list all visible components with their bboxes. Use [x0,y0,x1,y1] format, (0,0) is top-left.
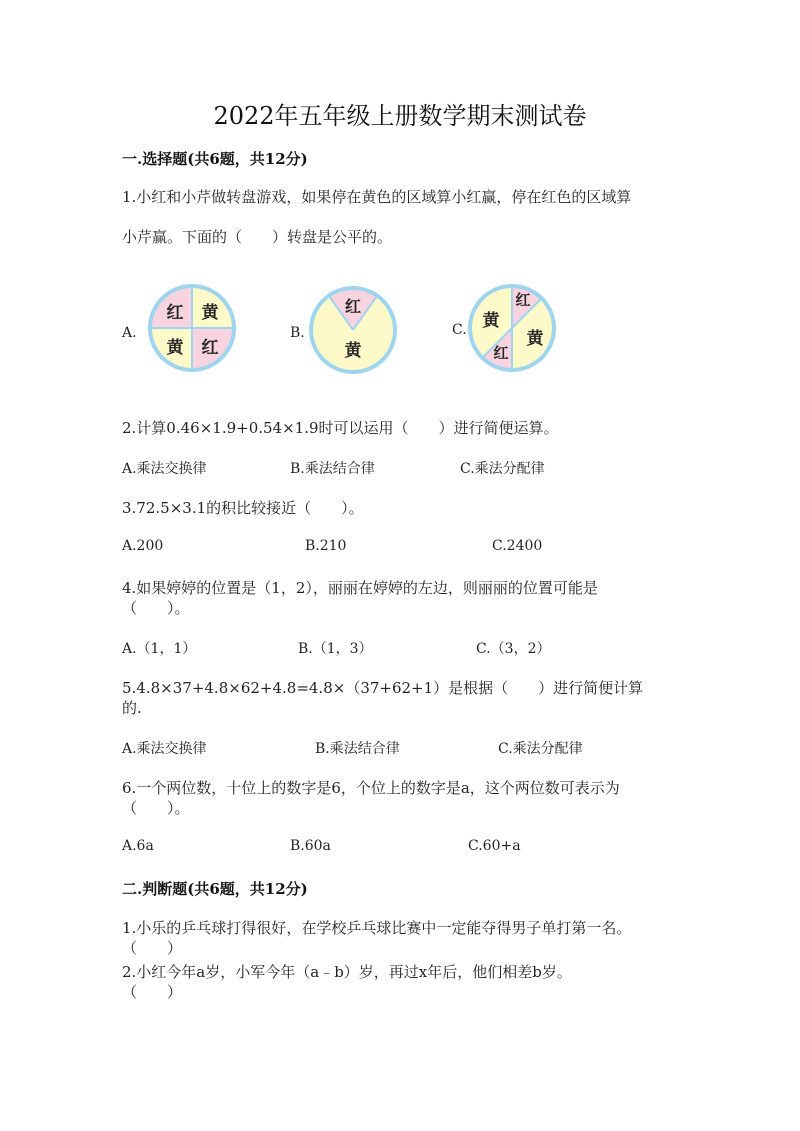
spinner-b-region-label: 红 [344,297,362,316]
question-4-option-c: C.（3，2） [476,641,551,657]
question-5-line-1: 5.4.8×37+4.8×62+4.8=4.8×（37+62+1）是根据（ ）进行简便计算 [122,679,644,697]
question-3: 3.72.5×3.1的积比较接近（ ）。 [122,499,364,517]
spinner-a-region-label: 红 [166,303,184,323]
question-2-option-a: A.乘法交换律 [122,461,207,477]
question-2-option-c: C.乘法分配律 [460,461,545,477]
spinner-b-label: B. [290,325,305,341]
judgement-2-line-1: 2.小红今年a岁，小军今年（a﹣b）岁，再过x年后，他们相差b岁。 [122,963,572,981]
question-2: 2.计算0.46×1.9+0.54×1.9时可以运用（ ）进行简便运算。 [122,419,559,437]
question-6-option-a: A.6a [122,838,154,854]
spinner-a-region-label: 黄 [201,303,219,323]
section-heading-judgement: 二.判断题(共6题，共12分) [122,880,308,898]
question-4-option-b: B.（1，3） [298,641,373,657]
question-4-line-2: （ ）。 [122,599,190,617]
spinner-c-label: C. [452,322,467,338]
spinner-c-region-label: 黄 [482,311,500,331]
page-title: 2022年五年级上册数学期末测试卷 [213,102,587,130]
judgement-2-line-2: （ ） [122,983,183,1001]
question-3-option-c: C.2400 [492,538,543,554]
question-4-option-a: A.（1，1） [122,641,197,657]
question-5-option-b: B.乘法结合律 [315,741,400,757]
question-1-line-2: 小芹赢。下面的（ ）转盘是公平的。 [122,228,393,246]
spinner-a-label: A. [122,325,137,341]
question-2-option-b: B.乘法结合律 [290,461,375,477]
spinner-c-region-label: 黄 [526,329,544,349]
judgement-1-line-1: 1.小乐的乒乓球打得很好，在学校乒乓球比赛中一定能夺得男子单打第一名。 [122,919,632,937]
spinner-b [307,284,399,376]
question-5-line-2: 的. [122,699,142,717]
spinner-c-region-label: 红 [515,291,531,309]
spinner-a-region-label: 红 [201,338,219,358]
question-6-line-2: （ ）。 [122,799,190,817]
section-heading-choice: 一.选择题(共6题，共12分) [122,150,308,168]
question-1-line-1: 1.小红和小芹做转盘游戏，如果停在黄色的区域算小红赢，停在红色的区域算 [122,188,632,206]
judgement-1-line-2: （ ） [122,939,183,957]
spinner-a [146,282,238,374]
question-6-line-1: 6.一个两位数，十位上的数字是6，个位上的数字是a，这个两位数可表示为 [122,779,620,797]
question-3-option-a: A.200 [122,538,164,554]
spinner-c [466,282,558,374]
spinner-a-region-label: 黄 [166,338,184,358]
spinner-b-region-label: 黄 [344,341,362,361]
question-5-option-a: A.乘法交换律 [122,741,207,757]
spinner-c-region-label: 红 [493,344,509,362]
question-3-option-b: B.210 [305,538,347,554]
question-6-option-c: C.60+a [468,838,521,854]
question-5-option-c: C.乘法分配律 [498,741,583,757]
question-6-option-b: B.60a [290,838,331,854]
question-4-line-1: 4.如果婷婷的位置是（1，2），丽丽在婷婷的左边，则丽丽的位置可能是 [122,579,598,597]
